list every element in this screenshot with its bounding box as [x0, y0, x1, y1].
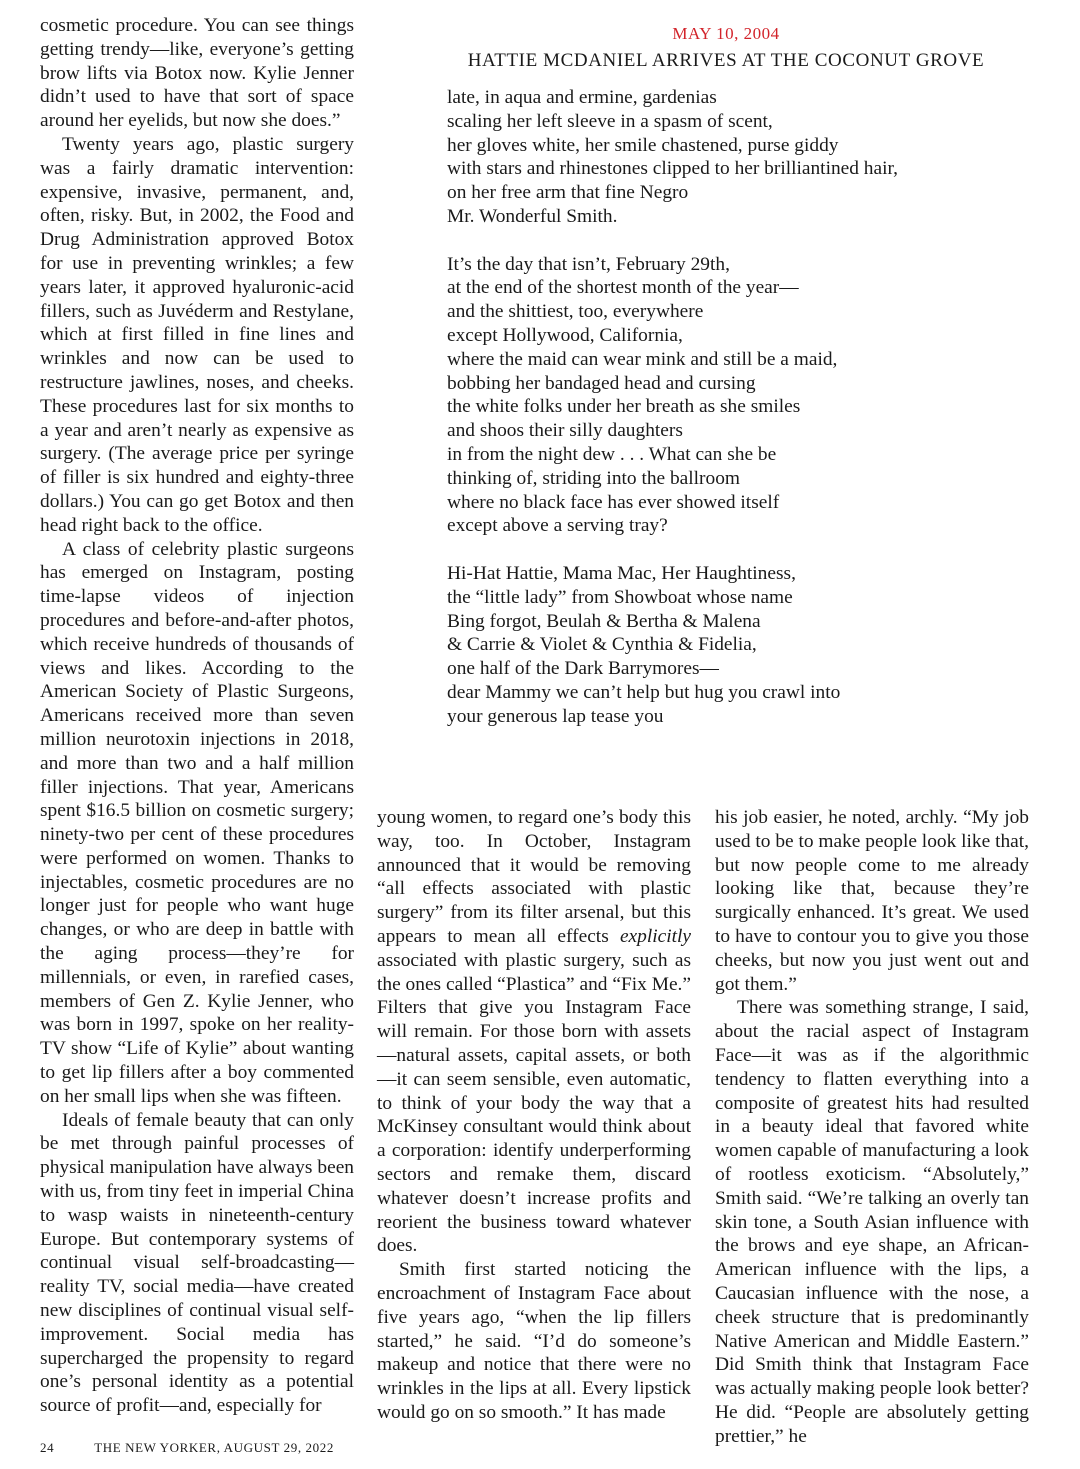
paragraph: Smith first started noticing the encroachment of Instagram Face about five years ago, “when the lip fillers started,” he said. “I’d do someone’s makeup and notice that there were no wrinkles in the lips at all. Every lipstick would go on so smooth.” It has made [377, 1259, 691, 1423]
poem-line: and the shittiest, too, everywhere [447, 301, 704, 323]
article-column-right [715, 806, 1029, 1449]
publication-line: THE NEW YORKER, AUGUST 29, 2022 [94, 1440, 334, 1455]
poem-line: with stars and rhinestones clipped to her brilliantined hair, [447, 158, 899, 180]
poem-stanza [447, 253, 1029, 539]
poem-line: and shoos their silly daughters [447, 420, 683, 442]
poem-line: the white folks under her breath as she smiles [447, 396, 801, 418]
poem-line: It’s the day that isn’t, February 29th, [447, 253, 730, 275]
text-run: associated with plastic surgery, such as the ones called “Plastica” and “Fix Me.” Filters that give you Instagram Face will remain. For those born with assets—natural assets, capital assets, or both—it can seem sensible, even automatic, to think of your body the way that a McKinsey consultant would think about a corporation: identify underperforming sectors and remake them, discard whatever doesn’t increase profits and reorient the business toward whatever does. [377, 949, 691, 1257]
poem-stanza [447, 562, 1029, 729]
paragraph: Twenty years ago, plastic surgery was a fairly dramatic intervention: expensive, invasive, permanent, and, often, risky. But, in 2002, the Food and Drug Administration approved Botox for use in preventing wrinkles; a few years later, it approved hyaluronic-acid fillers, such as Juvéderm and Restylane, which at first filled in fine lines and wrinkles and now can be used to restructure jawlines, noses, and cheeks. These procedures last for six months to a year and aren’t nearly as expensive as surgery. (The average price per syringe of filler is six hundred and eighty-three dollars.) You can go get Botox and then head right back to the office. [40, 133, 354, 536]
poem-line: your generous lap tease you [447, 705, 664, 727]
poem-line: Mr. Wonderful Smith. [447, 205, 618, 227]
poem-line: thinking of, striding into the ballroom [447, 467, 740, 489]
poem-line: & Carrie & Violet & Cynthia & Fidelia, [447, 634, 757, 656]
paragraph [377, 806, 691, 1258]
poem-line: except above a serving tray? [447, 515, 668, 537]
poem-line: Bing forgot, Beulah & Bertha & Malena [447, 610, 761, 632]
paragraph: A class of celebrity plastic surgeons has emerged on Instagram, posting time-lapse videos of injection procedures and before-and-after photos, which receive hundreds of thousands of views and likes. According to the American Society of Plastic Surgeons, Americans received more than seven million neurotoxin injections in 2018, and more than two and a half million filler injections. That year, Americans spent $16.5 billion on cosmetic surgery; ninety-two per cent of these procedures were performed on women. Thanks to injectables, cosmetic procedures are no longer just for people who want huge changes, or who are deep in battle with the aging process—they’re for millennials, or even, in rarefied cases, members of Gen Z. Kylie Jenner, who was born in 1997, spoke on her reality-TV show “Life of Kylie” about wanting to get lip fillers after a boy commented on her small lips when she was fifteen. [40, 538, 354, 1107]
poem-line: in from the night dew . . . What can she be [447, 443, 777, 465]
poem-line: her gloves white, her smile chastened, purse giddy [447, 134, 839, 156]
emphasis: explicitly [619, 925, 691, 947]
poem [377, 24, 1029, 752]
poem-line: Hi-Hat Hattie, Mama Mac, Her Haughtiness, [447, 562, 796, 584]
page-footer [40, 1440, 374, 1456]
poem-line: where no black face has ever showed itself [447, 491, 780, 513]
paragraph: There was something strange, I said, about the racial aspect of Instagram Face—it was as if the algorithmic tendency to flatten everything into a composite of greatest hits had resulted in a beauty ideal that favored white women capable of manufacturing a look of rootless exoticism. “Absolutely,” Smith said. “We’re talking an overly tan skin tone, a South Asian influence with the brows and eye shape, an African-American influence with the lips, a Caucasian influence with the nose, a cheek structure that is predominantly Native American and Middle Eastern.” Did Smith think that Instagram Face was actually making people look better? He did. “People are absolutely getting prettier,” he [715, 997, 1029, 1447]
poem-line: the “little lady” from Showboat whose name [447, 586, 793, 608]
poem-line: one half of the Dark Barrymores— [447, 658, 719, 680]
paragraph: Ideals of female beauty that can only be met through painful processes of physical manipulation have always been with us, from tiny feet in imperial China to wasp waists in nineteenth-century Europe. But contemporary systems of continual visual self-broadcasting—reality TV, social media—have created new disciplines of continual visual self-improvement. Social media has supercharged the propensity to regard one’s personal identity as a potential source of profit—and, especially for [40, 1109, 354, 1417]
poem-line: on her free arm that fine Negro [447, 182, 689, 204]
paragraph: cosmetic procedure. You can see things getting trendy—like, everyone’s getting brow lifts via Botox now. Kylie Jenner didn’t used to have that sort of space around her eyelids, but now she does.” [40, 15, 354, 132]
poem-line: dear Mammy we can’t help but hug you crawl into [447, 681, 841, 703]
poem-line: late, in aqua and ermine, gardenias [447, 87, 717, 108]
poem-line: except Hollywood, California, [447, 324, 683, 346]
poem-stanza [447, 86, 1029, 229]
poem-body [447, 86, 1029, 729]
poem-line: at the end of the shortest month of the year— [447, 277, 799, 299]
poem-line: where the maid can wear mink and still be a maid, [447, 348, 838, 370]
poem-date: MAY 10, 2004 [672, 24, 780, 43]
paragraph: his job easier, he noted, archly. “My job used to be to make people look like that, but now people come to me already looking like that, because they’re surgically enhanced. It’s great. We used to have to contour you to give you those cheeks, but now you just went out and got them.” [715, 807, 1029, 995]
poem-line: scaling her left sleeve in a spasm of scent, [447, 110, 773, 132]
poem-title: HATTIE MCDANIEL ARRIVES AT THE COCONUT GROVE [467, 50, 985, 71]
article-column-left [40, 14, 354, 1418]
page-number: 24 [40, 1440, 55, 1455]
text-run: young women, to regard one’s body this way, too. In October, Instagram announced that it would be removing “all effects associated with plastic surgery” from its filter arsenal, but this appears to mean all effects [377, 807, 691, 947]
poem-line: bobbing her bandaged head and cursing [447, 372, 756, 394]
article-column-middle [377, 806, 691, 1425]
